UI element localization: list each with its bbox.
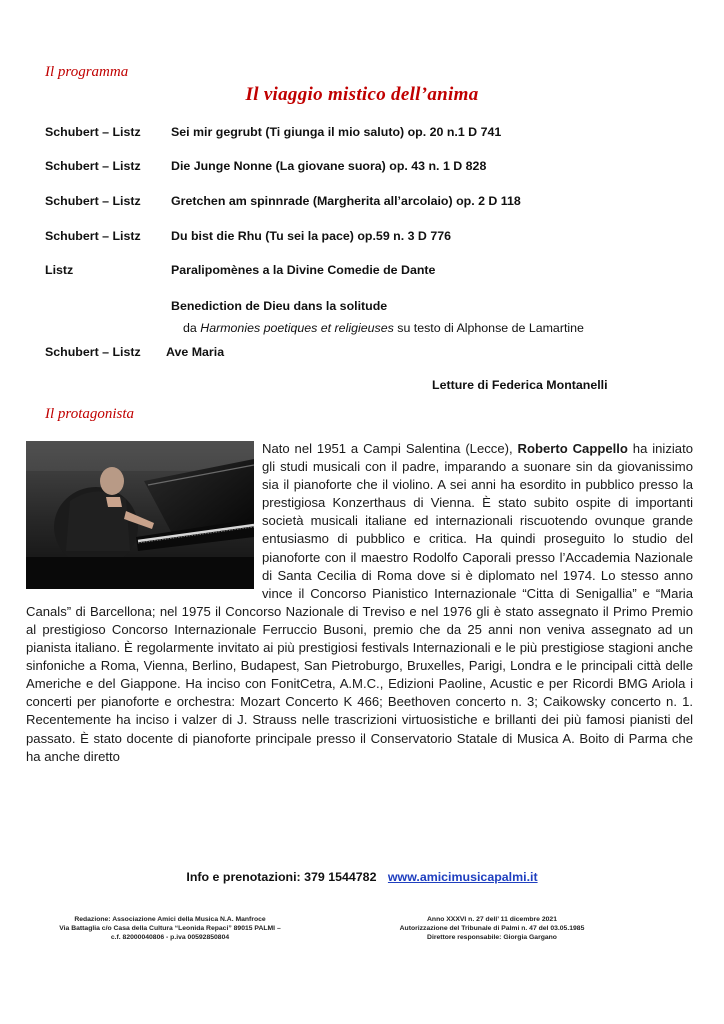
footer-line: c.f. 82000040806 - p.iva 00592850804: [110, 934, 230, 941]
footer-line: Redazione: Associazione Amici della Musica N.A. Manfroce: [74, 916, 266, 923]
program-composer: Schubert – Listz: [45, 229, 141, 243]
source-work: Harmonies poetiques et religieuses: [200, 321, 394, 335]
photo-spacer: [26, 440, 262, 586]
biography-text: [26, 440, 693, 766]
program-piece: Ave Maria: [166, 345, 225, 359]
program-composer: Schubert – Listz: [45, 125, 141, 139]
website-link[interactable]: www.amicimusicapalmi.it: [387, 870, 538, 884]
source-prefix: da: [183, 321, 197, 335]
program-title: Il viaggio mistico dell’anima: [245, 84, 479, 105]
program-piece: Du bist die Rhu (Tu sei la pace) op.59 n. 3 D 776: [171, 229, 451, 243]
program-piece-source: [183, 321, 584, 335]
protagonist-section-label: Il protagonista: [45, 406, 135, 422]
program-composer: Schubert – Listz: [45, 345, 141, 359]
program-composer: Schubert – Listz: [45, 194, 141, 208]
bio-rest: ha iniziato gli studi musicali con il padre, imparando a suonare sin da giovanissimo sia il pianoforte che il violino. A sei anni ha esordito in pubblico presso la prestigiosa Konzerthaus di Vienna. È stato subito ospite di importanti società musicali italiane ed internazionali riscuotendo ovunque grande entusiasmo di pubblico e critica. Ha quindi proseguito lo studio del pianoforte con il maestro Rodolfo Caporali presso l’Accademia Nazionale di Santa Cecilia di Roma dove si è diplomato nel 1974. Lo stesso anno vince il Concorso Pianistico Internazionale “Citta di Senigallia” e “Maria Canals” di Barcellona; nel 1975 il Concorso Nazionale di Treviso e nel 1976 gli è stato assegnato il Primo Premio al prestigioso Concorso Internazionale Ferruccio Busoni, premio che da 25 anni non veniva assegnato ad un pianista italiano. È regolarmente invitato ai più prestigiosi festivals Internazionali e le più prestigiose stagioni anche sinfoniche a Roma, Vienna, Berlino, Budapest, San Pietroburgo, Bruxelles, Parigi, Londra e le principali città delle Americhe e del Giappone. Ha inciso con FonitCetra, A.M.C., Edizioni Paoline, Acustic e per Ricordi BMG Ariola i concerti per pianoforte e orchestra: Mozart Concerto K 466; Beethoven concerto n. 3; Caikowsky concerto n. 1. Recentemente ha inciso i valzer di J. Strauss nelle trascrizioni virtuosistiche e brillanti dei più famosi pianisti del passato. È stato docente di pianoforte principale presso il Conservatorio Statale di Musica A. Boito di Parma che ha anche diretto: [26, 441, 693, 764]
footer-line: Via Battaglia c/o Casa della Cultura “Leonida Repaci” 89015 PALMI –: [59, 925, 281, 932]
footer-line: Autorizzazione del Tribunale di Palmi n. 47 del 03.05.1985: [399, 925, 585, 932]
info-contact: Info e prenotazioni: 379 1544782: [186, 870, 377, 884]
reading-credit: Letture di Federica Montanelli: [432, 378, 608, 392]
program-composer: Schubert – Listz: [45, 159, 141, 173]
program-piece: Paralipomènes a la Divine Comedie de Dante: [171, 263, 436, 277]
info-line: [0, 870, 724, 884]
footer-registration: [372, 915, 612, 942]
program-composer: Listz: [45, 263, 74, 277]
footer-line: Direttore responsabile: Giorgia Gargano: [427, 934, 557, 941]
program-piece: Die Junge Nonne (La giovane suora) op. 43 n. 1 D 828: [171, 159, 487, 173]
artist-name: Roberto Cappello: [517, 441, 628, 456]
footer-publisher: [40, 915, 300, 942]
bio-intro: Nato nel 1951 a Campi Salentina (Lecce),: [262, 441, 513, 456]
program-piece: Gretchen am spinnrade (Margherita all’arcolaio) op. 2 D 118: [171, 194, 521, 208]
program-piece: Benediction de Dieu dans la solitude: [171, 299, 388, 313]
program-section-label: Il programma: [45, 64, 129, 80]
footer-line: Anno XXXVI n. 27 dell’ 11 dicembre 2021: [427, 916, 557, 923]
source-suffix: su testo di Alphonse de Lamartine: [397, 321, 584, 335]
program-piece: Sei mir gegrubt (Ti giunga il mio saluto) op. 20 n.1 D 741: [171, 125, 502, 139]
